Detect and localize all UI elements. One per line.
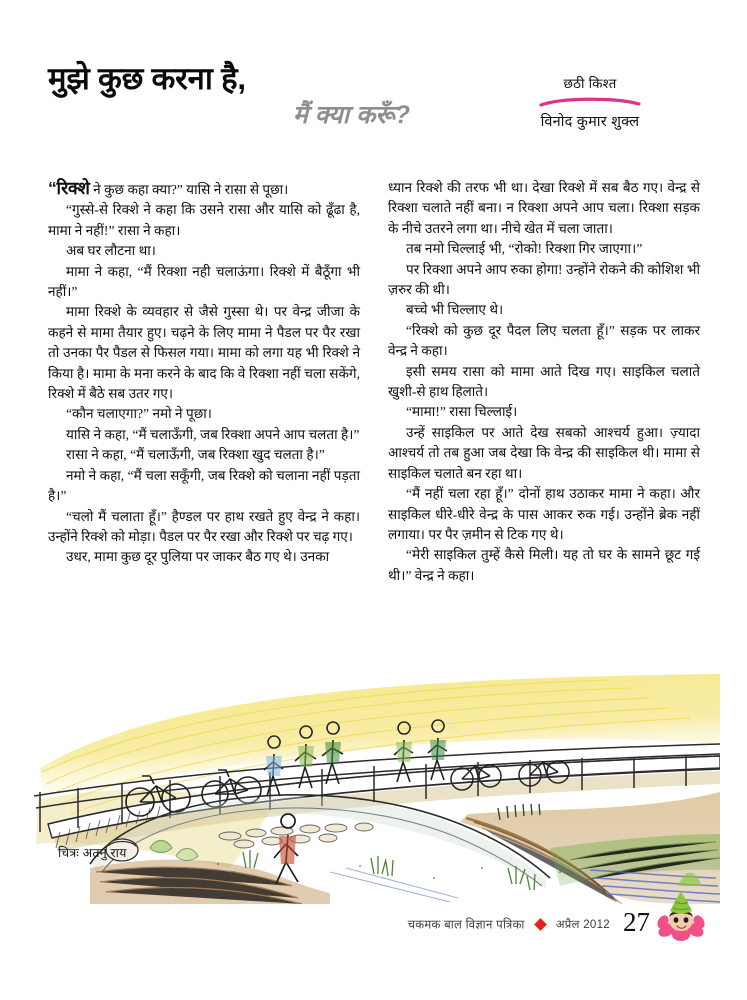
article-body	[48, 178, 700, 678]
paragraph: मामा ने कहा, “मैं रिक्शा नही चलाऊंगा। रिक्शे में बैठूँगा भी नहीं।”	[48, 263, 360, 300]
paragraph: “मामा!” रासा चिल्लाई।	[406, 404, 518, 420]
page-title-line-1: मुझे कुछ करना है,	[48, 61, 246, 96]
paragraph	[48, 178, 360, 200]
mascot-logo-icon	[657, 890, 705, 942]
paragraph: मामा रिक्शे के व्यवहार से जैसे गुस्सा थे। पर वेन्द्र जीजा के कहने से मामा तैयार हुए। चढ़ने के लिए मामा ने पैडल पर पैर रखा तो उनका पैर पैडल से फिसल गया। मामा को लगा यह भी रिक्शे ने किया है। मामा के मना करने के बाद कि वे रिक्शा नहीं चला सकेंगे, रिक्शे में बैठे सब उतर गए।	[48, 304, 360, 402]
paragraph: अब घर लौटना था।	[66, 243, 156, 259]
paragraph: रासा ने कहा, “मैं चलाऊँगी, जब रिक्शा खुद चलता है।”	[66, 447, 325, 463]
paragraph: “गुस्से-से रिक्शे ने कहा कि उसने रासा और यासि को ढूँढा है, मामा ने नहीं!” रासा ने कहा।	[48, 202, 360, 238]
diamond-icon	[534, 918, 547, 931]
byline	[485, 74, 695, 131]
paragraph: उधर, मामा कुछ दूर पुलिया पर जाकर बैठ गए थे। उनका	[66, 549, 330, 565]
paragraph: “मैं नहीं चला रहा हूँ।” दोनों हाथ उठाकर मामा ने कहा। और साइकिल धीरे-धीरे वेन्द्र के पास आकर रुक गई। उन्होंने ब्रेक नहीं लगाया। पर पैर ज़मीन से टिक गए थे।	[388, 486, 700, 542]
paragraph: ध्यान रिक्शे की तरफ भी था। देखा रिक्शे में सब बैठ गए। वेन्द्र से रिक्शा चलाते नहीं बना। न रिक्शा अपने आप चला। रिक्शा सड़क के नीचे उतरने लगा था। नीचे खेत में चला जाता।	[388, 180, 700, 236]
paragraph: “रिक्शे को कुछ दूर पैदल लिए चलता हूँ।” सड़क पर लाकर वेन्द्र ने कहा।	[388, 322, 700, 359]
paragraph-text: ने कुछ कहा क्या?” यासि ने रासा से पूछा।	[89, 182, 289, 197]
paragraph: उन्हें साइकिल पर आते देख सबको आश्चर्य हुआ। ज़्यादा आश्चर्य तो तब हुआ जब देखा कि वेन्द्र की साइकिल थी। मामा से साइकिल चलाते बन रहा था।	[388, 424, 700, 481]
author-name: विनोद कुमार शुक्ल	[540, 114, 640, 130]
installment-label: छठी किश्त	[563, 76, 617, 91]
page-number: 27	[623, 906, 650, 937]
paragraph: पर रिक्शा अपने आप रुका होगा! उन्होंने रोकने की कोशिश भी ज़रुर की थी।	[388, 261, 700, 298]
article-illustration	[30, 672, 720, 904]
paragraph: बच्चे भी चिल्लाए थे।	[406, 302, 504, 318]
paragraph: यासि ने कहा, “मैं चलाऊँगी, जब रिक्शा अपने आप चलता है।”	[66, 426, 360, 442]
lead-word: “रिक्शे	[48, 178, 90, 198]
article-title	[48, 62, 448, 130]
swash-underline-icon	[538, 96, 642, 108]
paragraph: “चलो मैं चलाता हूँ।” हैण्डल पर हाथ रखते हुए वेन्द्र ने कहा। उन्होंने रिक्शे को मोड़ा। पैडल पर पैर रखा और रिक्शे पर चढ़ गए।	[48, 508, 360, 544]
page-footer	[0, 906, 747, 966]
page-header	[0, 0, 747, 150]
page-title-line-2: मैं क्या करूँ?	[292, 100, 410, 129]
issue-date: अप्रैल 2012	[555, 918, 610, 931]
left-column	[48, 178, 360, 678]
illustration-credit: चित्रः अतनु राय	[58, 846, 127, 860]
paragraph: “मेरी साइकिल तुम्हें कैसे मिली। यह तो घर के सामने छूट गई थी।” वेन्द्र ने कहा।	[388, 547, 700, 583]
bridge-scene-drawing	[30, 672, 720, 904]
paragraph: “कौन चलाएगा?” नमो ने पूछा।	[66, 406, 212, 422]
paragraph: नमो ने कहा, “मैं चला सकूँगी, जब रिक्शे को चलाना नहीं पड़ता है।”	[48, 467, 360, 504]
paragraph: तब नमो चिल्लाई भी, “रोको! रिक्शा गिर जाएगा।”	[406, 241, 643, 257]
magazine-name: चकमक बाल विज्ञान पत्रिका	[407, 918, 525, 932]
paragraph: इसी समय रासा को मामा आते दिख गए। साइकिल चलाते खुशी-से हाथ हिलाते।	[388, 363, 700, 400]
right-column	[388, 178, 700, 678]
